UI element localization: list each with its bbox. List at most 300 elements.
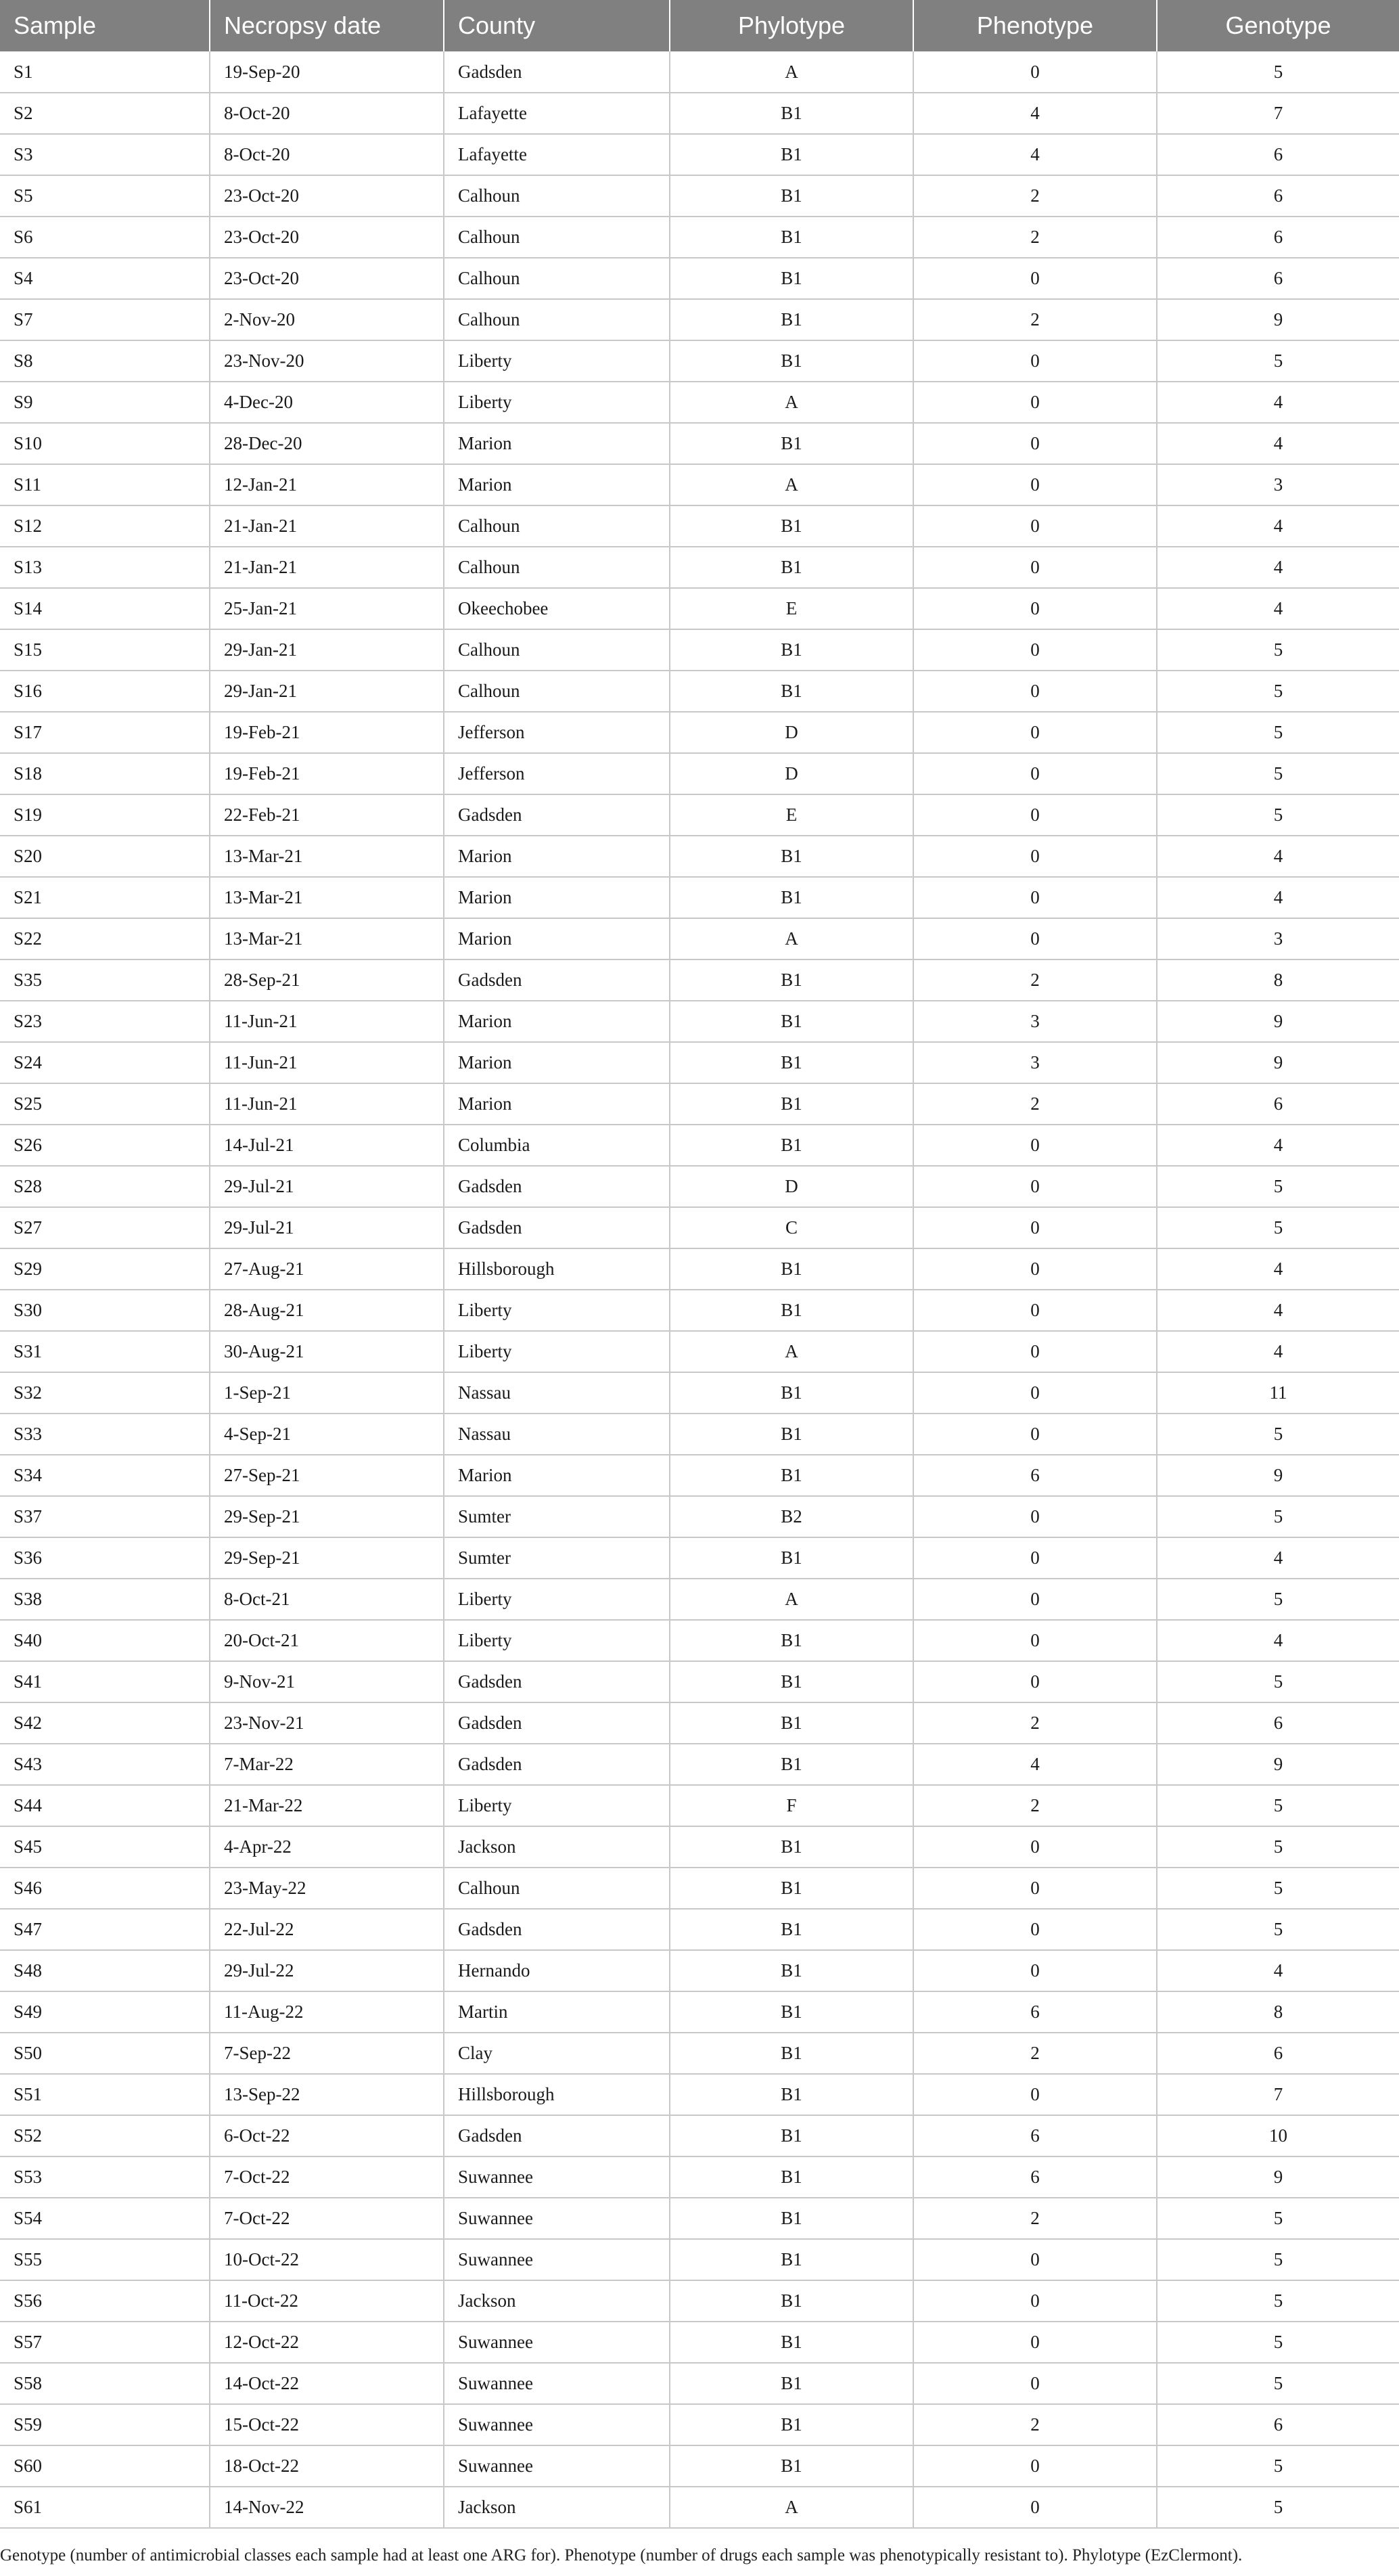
table-row [0,175,1399,217]
genotype-cell: 6 [1157,175,1399,217]
phenotype-cell: 0 [913,1537,1157,1579]
column-header-genotype: Genotype [1157,0,1399,51]
sample-cell: S25 [0,1083,210,1125]
genotype-cell: 6 [1157,2404,1399,2445]
phenotype-cell: 6 [913,1991,1157,2033]
county-cell: Calhoun [444,629,670,671]
phenotype-cell: 0 [913,1290,1157,1331]
genotype-cell: 4 [1157,877,1399,918]
necropsy-date-cell: 13-Mar-21 [210,836,444,877]
table-row [0,588,1399,629]
county-cell: Jefferson [444,712,670,753]
sample-cell: S18 [0,753,210,794]
county-cell: Columbia [444,1125,670,1166]
necropsy-date-cell: 23-Oct-20 [210,217,444,258]
phylotype-cell: B1 [670,1661,913,1702]
phylotype-cell: A [670,51,913,93]
table-row [0,382,1399,423]
table-row [0,2363,1399,2404]
sample-cell: S4 [0,258,210,299]
phylotype-cell: B1 [670,1537,913,1579]
table-row [0,1455,1399,1496]
table-row [0,959,1399,1001]
county-cell: Suwannee [444,2404,670,2445]
county-cell: Calhoun [444,671,670,712]
phenotype-cell: 0 [913,382,1157,423]
phenotype-cell: 0 [913,2280,1157,2322]
sample-cell: S30 [0,1290,210,1331]
phylotype-cell: B1 [670,1372,913,1414]
table-row [0,1785,1399,1826]
table-row [0,1331,1399,1372]
table-row [0,423,1399,464]
necropsy-date-cell: 22-Jul-22 [210,1909,444,1950]
necropsy-date-cell: 19-Sep-20 [210,51,444,93]
genotype-cell: 4 [1157,1620,1399,1661]
necropsy-date-cell: 14-Oct-22 [210,2363,444,2404]
genotype-cell: 5 [1157,1166,1399,1207]
county-cell: Gadsden [444,2115,670,2156]
phylotype-cell: B1 [670,2445,913,2487]
table-row [0,1496,1399,1537]
county-cell: Sumter [444,1537,670,1579]
phylotype-cell: B1 [670,2239,913,2280]
table-row [0,1620,1399,1661]
phylotype-cell: B1 [670,877,913,918]
phylotype-cell: B1 [670,2363,913,2404]
genotype-cell: 6 [1157,217,1399,258]
phenotype-cell: 0 [913,836,1157,877]
county-cell: Marion [444,836,670,877]
necropsy-date-cell: 13-Mar-21 [210,918,444,959]
sample-cell: S20 [0,836,210,877]
sample-cell: S42 [0,1702,210,1744]
phenotype-cell: 0 [913,2445,1157,2487]
genotype-cell: 4 [1157,382,1399,423]
phylotype-cell: B1 [670,629,913,671]
table-row [0,1950,1399,1991]
phenotype-cell: 4 [913,1744,1157,1785]
phylotype-cell: B1 [670,1042,913,1083]
county-cell: Calhoun [444,1868,670,1909]
phenotype-cell: 0 [913,918,1157,959]
table-row [0,1661,1399,1702]
table-row [0,1909,1399,1950]
phenotype-cell: 0 [913,877,1157,918]
phenotype-cell: 0 [913,1207,1157,1248]
phylotype-cell: B1 [670,2115,913,2156]
genotype-cell: 5 [1157,1207,1399,1248]
table-row [0,2156,1399,2198]
phenotype-cell: 0 [913,547,1157,588]
necropsy-date-cell: 27-Aug-21 [210,1248,444,1290]
table-row [0,2445,1399,2487]
phylotype-cell: B1 [670,93,913,134]
genotype-cell: 5 [1157,2280,1399,2322]
phenotype-cell: 0 [913,2322,1157,2363]
genotype-cell: 9 [1157,1455,1399,1496]
sample-cell: S15 [0,629,210,671]
genotype-cell: 9 [1157,1744,1399,1785]
phenotype-cell: 0 [913,1248,1157,1290]
phenotype-cell: 0 [913,1868,1157,1909]
genotype-cell: 4 [1157,588,1399,629]
table-row [0,1372,1399,1414]
county-cell: Jackson [444,1826,670,1868]
genotype-cell: 5 [1157,1414,1399,1455]
sample-cell: S60 [0,2445,210,2487]
sample-cell: S32 [0,1372,210,1414]
phylotype-cell: B1 [670,1620,913,1661]
county-cell: Gadsden [444,51,670,93]
phylotype-cell: B1 [670,671,913,712]
phenotype-cell: 0 [913,2074,1157,2115]
table-row [0,505,1399,547]
phylotype-cell: B1 [670,258,913,299]
genotype-cell: 5 [1157,1785,1399,1826]
sample-cell: S26 [0,1125,210,1166]
sample-cell: S14 [0,588,210,629]
column-header-phenotype: Phenotype [913,0,1157,51]
sample-cell: S34 [0,1455,210,1496]
table-row [0,753,1399,794]
phenotype-cell: 0 [913,2487,1157,2528]
county-cell: Nassau [444,1372,670,1414]
phenotype-cell: 2 [913,2198,1157,2239]
sample-cell: S5 [0,175,210,217]
genotype-cell: 9 [1157,2156,1399,2198]
table-row [0,340,1399,382]
genotype-cell: 4 [1157,547,1399,588]
table-row [0,1290,1399,1331]
genotype-cell: 5 [1157,2363,1399,2404]
genotype-cell: 5 [1157,2239,1399,2280]
column-header-phylotype: Phylotype [670,0,913,51]
county-cell: Calhoun [444,258,670,299]
phylotype-cell: B1 [670,423,913,464]
county-cell: Suwannee [444,2322,670,2363]
genotype-cell: 5 [1157,1868,1399,1909]
county-cell: Suwannee [444,2198,670,2239]
table-row [0,2033,1399,2074]
table-row [0,1166,1399,1207]
genotype-cell: 5 [1157,51,1399,93]
genotype-cell: 5 [1157,1826,1399,1868]
phenotype-cell: 0 [913,1125,1157,1166]
table-row [0,2404,1399,2445]
phylotype-cell: B1 [670,1125,913,1166]
necropsy-date-cell: 4-Sep-21 [210,1414,444,1455]
table-row [0,51,1399,93]
table-row [0,918,1399,959]
genotype-cell: 9 [1157,299,1399,340]
county-cell: Clay [444,2033,670,2074]
necropsy-date-cell: 28-Sep-21 [210,959,444,1001]
genotype-cell: 10 [1157,2115,1399,2156]
phylotype-cell: B1 [670,1950,913,1991]
column-header-necropsy-date: Necropsy date [210,0,444,51]
necropsy-date-cell: 29-Jul-21 [210,1207,444,1248]
phenotype-cell: 6 [913,2156,1157,2198]
sample-cell: S2 [0,93,210,134]
table-row [0,1248,1399,1290]
phylotype-cell: D [670,1166,913,1207]
necropsy-date-cell: 13-Sep-22 [210,2074,444,2115]
table-row [0,671,1399,712]
phenotype-cell: 0 [913,1372,1157,1414]
phylotype-cell: B1 [670,1991,913,2033]
necropsy-date-cell: 19-Feb-21 [210,712,444,753]
sample-cell: S11 [0,464,210,505]
phylotype-cell: B1 [670,836,913,877]
phenotype-cell: 2 [913,1702,1157,1744]
county-cell: Liberty [444,1290,670,1331]
phenotype-cell: 4 [913,93,1157,134]
county-cell: Liberty [444,1620,670,1661]
phenotype-cell: 0 [913,464,1157,505]
table-row [0,258,1399,299]
phylotype-cell: B1 [670,505,913,547]
phenotype-cell: 3 [913,1001,1157,1042]
necropsy-date-cell: 21-Jan-21 [210,505,444,547]
necropsy-date-cell: 14-Nov-22 [210,2487,444,2528]
phenotype-cell: 3 [913,1042,1157,1083]
sample-cell: S7 [0,299,210,340]
phenotype-cell: 0 [913,629,1157,671]
necropsy-date-cell: 30-Aug-21 [210,1331,444,1372]
necropsy-date-cell: 2-Nov-20 [210,299,444,340]
table-row [0,1001,1399,1042]
sample-cell: S28 [0,1166,210,1207]
county-cell: Gadsden [444,959,670,1001]
genotype-cell: 5 [1157,1579,1399,1620]
phylotype-cell: A [670,1579,913,1620]
phylotype-cell: C [670,1207,913,1248]
phylotype-cell: B1 [670,2156,913,2198]
phenotype-cell: 0 [913,753,1157,794]
county-cell: Lafayette [444,93,670,134]
genotype-cell: 4 [1157,505,1399,547]
header-row [0,0,1399,51]
phenotype-cell: 0 [913,794,1157,836]
table-row [0,1414,1399,1455]
necropsy-date-cell: 7-Oct-22 [210,2198,444,2239]
table-row [0,1537,1399,1579]
sample-cell: S61 [0,2487,210,2528]
sample-cell: S35 [0,959,210,1001]
necropsy-date-cell: 23-Oct-20 [210,258,444,299]
sample-cell: S57 [0,2322,210,2363]
phenotype-cell: 0 [913,1331,1157,1372]
county-cell: Suwannee [444,2445,670,2487]
genotype-cell: 11 [1157,1372,1399,1414]
column-header-county: County [444,0,670,51]
sample-cell: S55 [0,2239,210,2280]
county-cell: Jefferson [444,753,670,794]
sample-cell: S19 [0,794,210,836]
sample-cell: S9 [0,382,210,423]
county-cell: Gadsden [444,1909,670,1950]
phenotype-cell: 2 [913,175,1157,217]
phenotype-cell: 2 [913,2033,1157,2074]
phenotype-cell: 0 [913,2363,1157,2404]
phenotype-cell: 6 [913,2115,1157,2156]
table-row [0,2322,1399,2363]
necropsy-date-cell: 11-Aug-22 [210,1991,444,2033]
necropsy-date-cell: 20-Oct-21 [210,1620,444,1661]
genotype-cell: 5 [1157,629,1399,671]
phylotype-cell: B1 [670,547,913,588]
sample-cell: S13 [0,547,210,588]
table-row [0,464,1399,505]
necropsy-date-cell: 29-Jul-22 [210,1950,444,1991]
genotype-cell: 6 [1157,258,1399,299]
table-row [0,1125,1399,1166]
sample-cell: S45 [0,1826,210,1868]
genotype-cell: 5 [1157,1661,1399,1702]
phenotype-cell: 0 [913,1414,1157,1455]
table-row [0,1744,1399,1785]
sample-cell: S38 [0,1579,210,1620]
phylotype-cell: B1 [670,1001,913,1042]
phenotype-cell: 0 [913,1661,1157,1702]
phylotype-cell: B1 [670,175,913,217]
genotype-cell: 4 [1157,1125,1399,1166]
county-cell: Jackson [444,2487,670,2528]
table-row [0,1868,1399,1909]
county-cell: Okeechobee [444,588,670,629]
sample-cell: S56 [0,2280,210,2322]
table-row [0,2198,1399,2239]
phylotype-cell: B1 [670,217,913,258]
phylotype-cell: B1 [670,1909,913,1950]
table-row [0,2280,1399,2322]
phenotype-cell: 2 [913,1785,1157,1826]
phenotype-cell: 0 [913,1950,1157,1991]
county-cell: Marion [444,464,670,505]
necropsy-date-cell: 12-Oct-22 [210,2322,444,2363]
county-cell: Marion [444,918,670,959]
phylotype-cell: B1 [670,2280,913,2322]
necropsy-date-cell: 11-Jun-21 [210,1001,444,1042]
sample-cell: S49 [0,1991,210,2033]
phylotype-cell: B1 [670,134,913,175]
necropsy-date-cell: 11-Jun-21 [210,1083,444,1125]
sample-cell: S59 [0,2404,210,2445]
county-cell: Jackson [444,2280,670,2322]
county-cell: Liberty [444,1579,670,1620]
sample-cell: S10 [0,423,210,464]
phylotype-cell: B1 [670,1744,913,1785]
sample-cell: S33 [0,1414,210,1455]
phylotype-cell: B1 [670,340,913,382]
sample-cell: S31 [0,1331,210,1372]
phylotype-cell: A [670,2487,913,2528]
phenotype-cell: 0 [913,588,1157,629]
table-row [0,2487,1399,2528]
county-cell: Gadsden [444,1702,670,1744]
sample-cell: S46 [0,1868,210,1909]
genotype-cell: 5 [1157,2198,1399,2239]
genotype-cell: 4 [1157,1248,1399,1290]
necropsy-date-cell: 10-Oct-22 [210,2239,444,2280]
sample-cell: S17 [0,712,210,753]
genotype-cell: 5 [1157,671,1399,712]
county-cell: Gadsden [444,1744,670,1785]
genotype-cell: 6 [1157,1083,1399,1125]
county-cell: Liberty [444,382,670,423]
necropsy-date-cell: 28-Dec-20 [210,423,444,464]
necropsy-date-cell: 29-Jan-21 [210,629,444,671]
sample-cell: S47 [0,1909,210,1950]
sample-cell: S12 [0,505,210,547]
county-cell: Calhoun [444,505,670,547]
phenotype-cell: 0 [913,1826,1157,1868]
phylotype-cell: D [670,712,913,753]
county-cell: Gadsden [444,1661,670,1702]
sample-cell: S51 [0,2074,210,2115]
necropsy-date-cell: 4-Dec-20 [210,382,444,423]
table-row [0,2074,1399,2115]
genotype-cell: 4 [1157,1950,1399,1991]
sample-cell: S50 [0,2033,210,2074]
genotype-cell: 6 [1157,1702,1399,1744]
county-cell: Calhoun [444,299,670,340]
table-row [0,1826,1399,1868]
table-row [0,794,1399,836]
sample-cell: S54 [0,2198,210,2239]
genotype-cell: 6 [1157,134,1399,175]
genotype-cell: 5 [1157,712,1399,753]
phylotype-cell: A [670,918,913,959]
necropsy-date-cell: 29-Sep-21 [210,1496,444,1537]
county-cell: Marion [444,877,670,918]
necropsy-date-cell: 8-Oct-20 [210,134,444,175]
genotype-cell: 4 [1157,1290,1399,1331]
sample-cell: S1 [0,51,210,93]
county-cell: Liberty [444,340,670,382]
sample-cell: S3 [0,134,210,175]
county-cell: Marion [444,1042,670,1083]
sample-cell: S44 [0,1785,210,1826]
county-cell: Liberty [444,1331,670,1372]
genotype-cell: 5 [1157,794,1399,836]
phenotype-cell: 2 [913,299,1157,340]
phylotype-cell: B1 [670,1083,913,1125]
county-cell: Lafayette [444,134,670,175]
necropsy-date-cell: 23-Oct-20 [210,175,444,217]
sample-cell: S43 [0,1744,210,1785]
table-row [0,629,1399,671]
phylotype-cell: B1 [670,2033,913,2074]
table-row [0,836,1399,877]
county-cell: Hillsborough [444,1248,670,1290]
table-row [0,1083,1399,1125]
sample-cell: S6 [0,217,210,258]
necropsy-date-cell: 7-Mar-22 [210,1744,444,1785]
table-row [0,1702,1399,1744]
table-row [0,1042,1399,1083]
phenotype-cell: 0 [913,1579,1157,1620]
table-body [0,51,1399,2528]
phylotype-cell: D [670,753,913,794]
genotype-cell: 7 [1157,2074,1399,2115]
table-row [0,134,1399,175]
genotype-cell: 8 [1157,959,1399,1001]
necropsy-date-cell: 11-Jun-21 [210,1042,444,1083]
phylotype-cell: B1 [670,1702,913,1744]
phylotype-cell: B1 [670,1414,913,1455]
